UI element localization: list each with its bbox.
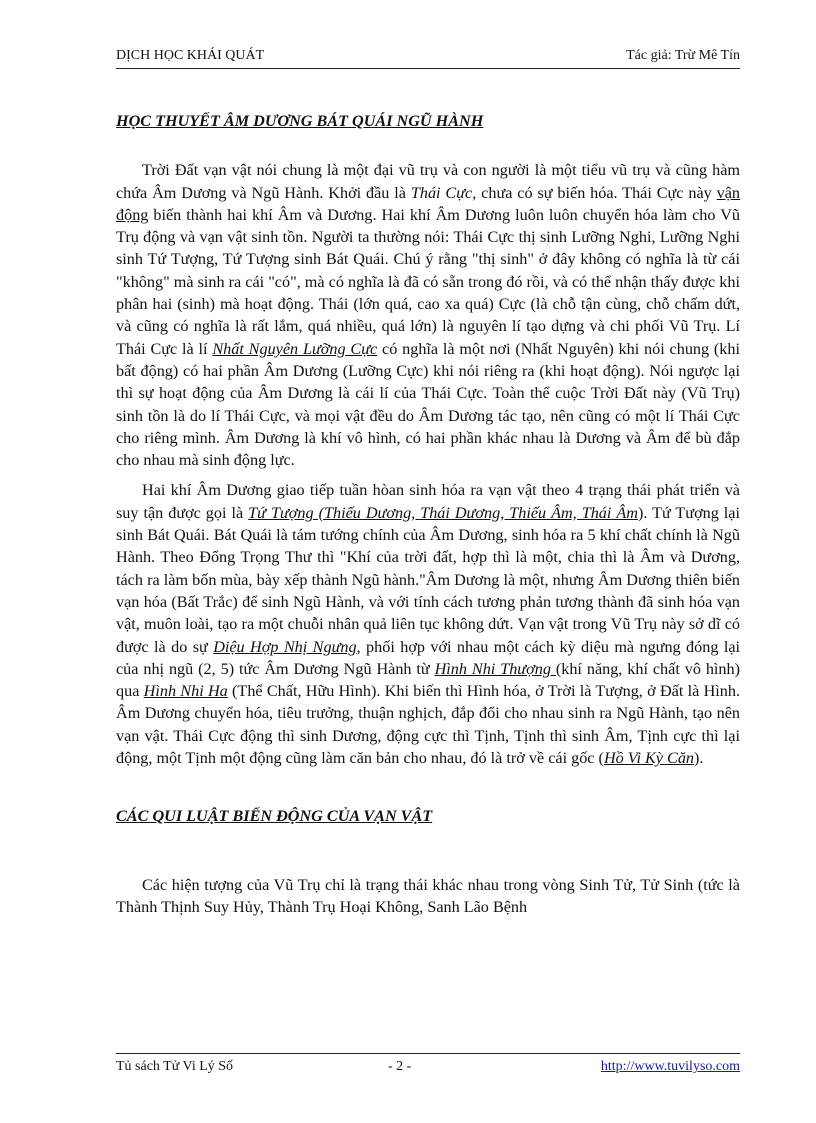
emphasis-hinh-nhi-ha: Hình Nhi Ha: [143, 682, 228, 701]
emphasis-thai-cuc: Thái Cực: [410, 183, 473, 202]
section-heading-qui-luat: CÁC QUI LUẬT BIẾN ĐỘNG CỦA VẠN VẬT: [116, 807, 433, 826]
paragraph-2: [116, 479, 740, 769]
footer-website-link[interactable]: http://www.tuvilyso.com: [600, 1059, 740, 1074]
paragraph-1: [116, 159, 740, 471]
header-divider: [116, 68, 740, 69]
underlined-van-dong: vận động: [116, 183, 741, 224]
text-run: có nghĩa là một nơi (Nhất Nguyên) khi nói chung (khi bất động) có hai phần Âm Dương (Lưỡng Cực) khi nói riêng ra (khi hoạt động). Nói ngược lại thì sự hoạt động của Âm Dương là cái lí của Thái Cực. Toàn thể cuộc Trời Đất này (Vũ Trụ) sinh tồn là do lí Thái Cực, và mọi vật đều do Âm Dương tác tạo, nên cũng có một lí Thái Cực cho riêng mình. Âm Dương là khí vô hình, có hai phần khác nhau là Dương và Âm để bù đắp cho nhau mà sinh động lực.: [116, 339, 740, 470]
footer-divider: [116, 1053, 740, 1054]
section-heading-am-duong: HỌC THUYẾT ÂM DƯƠNG BÁT QUÁI NGŨ HÀNH: [116, 112, 484, 130]
text-run: (Thể Chất, Hữu Hình). Khi biến thì Hình hóa, ở Trời là Tượng, ở Đất là Hình. Âm Dương chuyển hóa, tiêu trưởng, thuận nghịch, đắp đổi cho nhau sinh ra Ngũ Hành, tạo nên vạn vật. Thái Cực động thì sinh Dương, động cực thì Tịnh, Tịnh thì sinh Âm, Tịnh cực thì lại động, một Tịnh một động cũng làm căn bản cho nhau, đó là trở về cái gốc (: [116, 682, 740, 768]
emphasis-tu-tuong: Tứ Tượng (Thiếu Dương, Thái Dương, Thiếu Âm, Thái Âm: [248, 503, 638, 522]
text-run: Trời Đất vạn vật nói chung là một đại vũ trụ và con người là một tiểu vũ trụ và cũng hàm chứa Âm Dương và Ngũ Hành. Khởi đầu là: [116, 161, 740, 202]
page-number: - 2 -: [388, 1059, 412, 1074]
emphasis-hinh-nhi-thuong: Hình Nhi Thượng: [434, 659, 556, 678]
emphasis-ho-vi-ky-can: Hồ Vi Kỳ Căn: [603, 749, 695, 768]
text-run: , chưa có sự biến hóa. Thái Cực này: [472, 183, 717, 202]
emphasis-nhat-nguyen: Nhất Nguyên Lưỡng Cực: [212, 339, 378, 358]
text-run: (khí năng, khí chất vô hình) qua: [116, 659, 740, 701]
header-book-title: DỊCH HỌC KHÁI QUÁT: [116, 48, 265, 63]
paragraph-3: Các hiện tượng của Vũ Trụ chỉ là trạng thái khác nhau trong vòng Sinh Tử, Tử Sinh (tức là Thành Thịnh Suy Hủy, Thành Trụ Hoại Không, Sanh Lão Bệnh: [116, 875, 740, 916]
text-run: ). Tứ Tượng lại sinh Bát Quái. Bát Quái là tám tướng chính của Âm Dương, sinh hóa ra 5 khí chất chính là Ngũ Hành. Theo Đổng Trọng Thư thì "Khí của trời đất, hợp thì là một, chia thì là Âm và Dương, tách ra làm bốn mùa, bày xếp thành Ngũ hành."Âm Dương là một, nhưng Âm Dương thiên biến vạn hóa (Bất Trắc) để sinh Ngũ Hành, và với tính cách tương phản tương thành đã sinh hóa vạn vật, muôn loài, tạo ra một chuỗi nhân quả liên tục không dứt. Vạn vật trong Vũ Trụ này sở dĩ có được là do sự: [116, 503, 740, 656]
text-run: Hai khí Âm Dương giao tiếp tuần hòan sinh hóa ra vạn vật theo 4 trạng thái phát triển và suy tận được gọi là: [116, 481, 740, 522]
text-run: ).: [694, 749, 704, 768]
header-author: Tác giả: Trừ Mê Tín: [626, 48, 740, 63]
text-run: , phối hợp với nhau một cách kỳ diệu mà ngưng đóng lại của nhị ngũ (2, 5) tức Âm Dương Ngũ Hành từ: [116, 637, 741, 678]
text-run: biến thành hai khí Âm và Dương. Hai khí Âm Dương luôn luôn chuyển hóa làm cho Vũ Trụ động và vạn vật sinh tồn. Người ta thường nói: Thái Cực thị sinh Lưỡng Nghi, Lưỡng Nghi sinh Tứ Tượng, Tứ Tượng sinh Bát Quái. Chú ý rằng "thị sinh" ở đây không có nghĩa là từ cái "không" mà sinh ra cái "có", mà có nghĩa là đã có sẵn trong đó rồi, và có thể nhận thấy được khi phân hai (sinh) mà hoạt động. Thái (lớn quá, cao xa quá) Cực (là chỗ tận cùng, chỗ chấm dứt, và cũng có nghĩa là rất lắm, quá nhiều, quá lớn) là nguyên lí tạo dựng và chi phối Vũ Trụ. Lí Thái Cực là lí: [116, 205, 740, 358]
page-content: [116, 110, 740, 918]
emphasis-dieu-hop: Diệu Hợp Nhị Ngưng: [213, 637, 357, 656]
footer-collection-name: Tủ sách Tử Vi Lý Số: [116, 1059, 234, 1074]
